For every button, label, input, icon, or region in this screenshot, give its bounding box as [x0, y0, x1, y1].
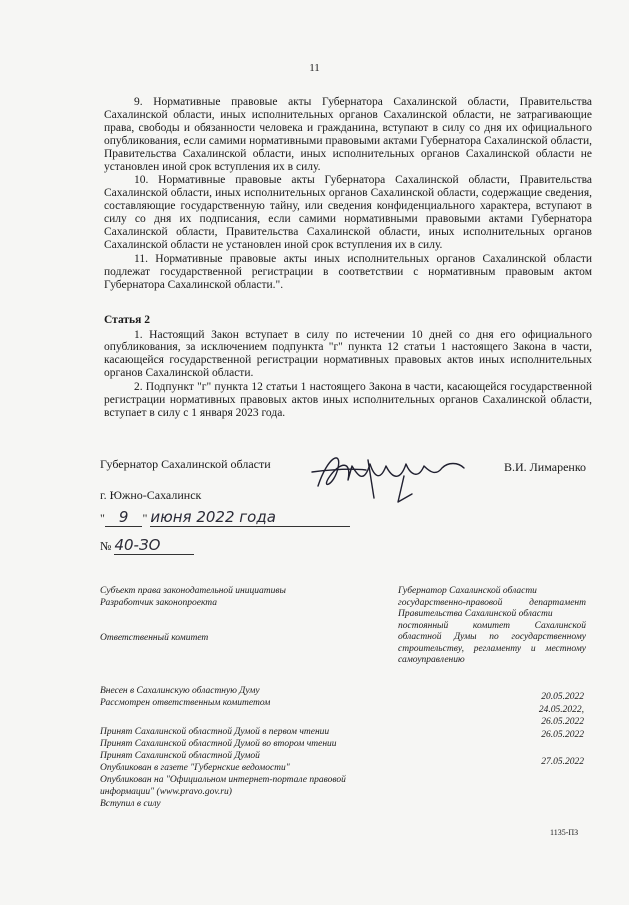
- law-text: [104, 96, 592, 421]
- number-prefix: №: [100, 539, 112, 553]
- meta-label: Опубликован в газете "Губернские ведомости": [100, 763, 290, 773]
- responsible-committee: постоянный комитет Сахалинской областной Думы по государственному строительству, регламенту и местному самоуправлению: [398, 620, 586, 665]
- paragraph-11: 11. Нормативные правовые акты иных исполнительных органов Сахалинской области подлежат государственной регистрации в соответствии с нормативным правовым актом Губернатора Сахалинской области.".: [104, 252, 592, 291]
- handwritten-signature: [308, 446, 488, 506]
- meta-label: Рассмотрен ответственным комитетом: [100, 698, 271, 708]
- paragraph-9: 9. Нормативные правовые акты Губернатора Сахалинской области, Правительства Сахалинской области, иных исполнительных органов Сахалинской области, не затрагивающие права, свободы и обязанности человека и гражданина, вступают в силу со дня их официального опубликования, если самими нормативными правовыми актами Губернатора Сахалинской области, Правительства Сахалинской области, иных исполнительных органов Сахалинской области не установлен иной срок вступления их в силу.: [104, 96, 592, 173]
- meta-label: Ответственный комитет: [100, 633, 209, 643]
- meta-label: Принят Сахалинской областной Думой во втором чтении: [100, 739, 337, 749]
- meta-date: 26.05.2022: [541, 717, 584, 727]
- meta-date: 27.05.2022: [541, 757, 584, 767]
- meta-label: Опубликован на "Официальном интернет-портале правовой информации" (www.pravo.gov.ru): [100, 775, 346, 797]
- meta-date: 24.05.2022,: [538, 705, 584, 715]
- meta-label: Разработчик законопроекта: [100, 598, 218, 608]
- meta-date: 26.05.2022: [541, 730, 584, 740]
- document-code: 1135-ПЗ: [550, 828, 579, 837]
- number-value: 40-ЗО: [114, 536, 194, 555]
- meta-label: Принят Сахалинской областной Думой в первом чтении: [100, 727, 330, 737]
- meta-label: Внесен в Сахалинскую областную Думу: [100, 686, 260, 696]
- article-2-paragraph-1: 1. Настоящий Закон вступает в силу по истечении 10 дней со дня его официального опубликования, за исключением подпункта "г" пункта 12 статьи 1 настоящего Закона в части, касающейся государственной регистрации нормативных правовых актов иных исполнительных органов Сахалинской области.: [104, 328, 592, 380]
- signing-city: г. Южно-Сахалинск: [100, 488, 202, 502]
- date-month-year: июня 2022 года: [150, 508, 350, 527]
- article-2-title: Статья 2: [104, 313, 150, 326]
- page-number: 11: [309, 62, 320, 74]
- meta-label: Субъект права законодательной инициативы: [100, 586, 286, 596]
- meta-date: 20.05.2022: [541, 692, 584, 702]
- article-2-paragraph-2: 2. Подпункт "г" пункта 12 статьи 1 настоящего Закона в части, касающейся государственной регистрации нормативных правовых актов иных исполнительных органов Сахалинской области, вступает в силу с 1 января 2023 года.: [104, 381, 592, 419]
- date-quote-close: ": [142, 511, 148, 525]
- date-quote-open: ": [100, 511, 105, 525]
- signatory-title: Губернатор Сахалинской области: [100, 457, 271, 471]
- meta-right-column: [398, 586, 586, 667]
- signing-date: [100, 508, 350, 527]
- date-day: 9: [105, 508, 143, 527]
- bill-developer: государственно-правовой департамент Правительства Сахалинской области: [398, 597, 586, 619]
- law-number: [100, 536, 194, 555]
- signatory-name: В.И. Лимаренко: [504, 460, 587, 474]
- meta-label: Вступил в силу: [100, 799, 161, 809]
- paragraph-10: 10. Нормативные правовые акты Губернатора Сахалинской области, Правительства Сахалинской области, иных исполнительных органов Сахалинской области, содержащие сведения, составляющие государственную тайну, или сведения конфиденциального характера, вступают в силу со дня их подписания, если самими нормативными правовыми актами Губернатора Сахалинской области, Правительства Сахалинской области, иных исполнительных органов Сахалинской области не установлен иной срок вступления их в силу.: [104, 174, 592, 251]
- meta-label: Принят Сахалинской областной Думой: [100, 751, 260, 761]
- initiative-subject: Губернатор Сахалинской области: [398, 586, 537, 596]
